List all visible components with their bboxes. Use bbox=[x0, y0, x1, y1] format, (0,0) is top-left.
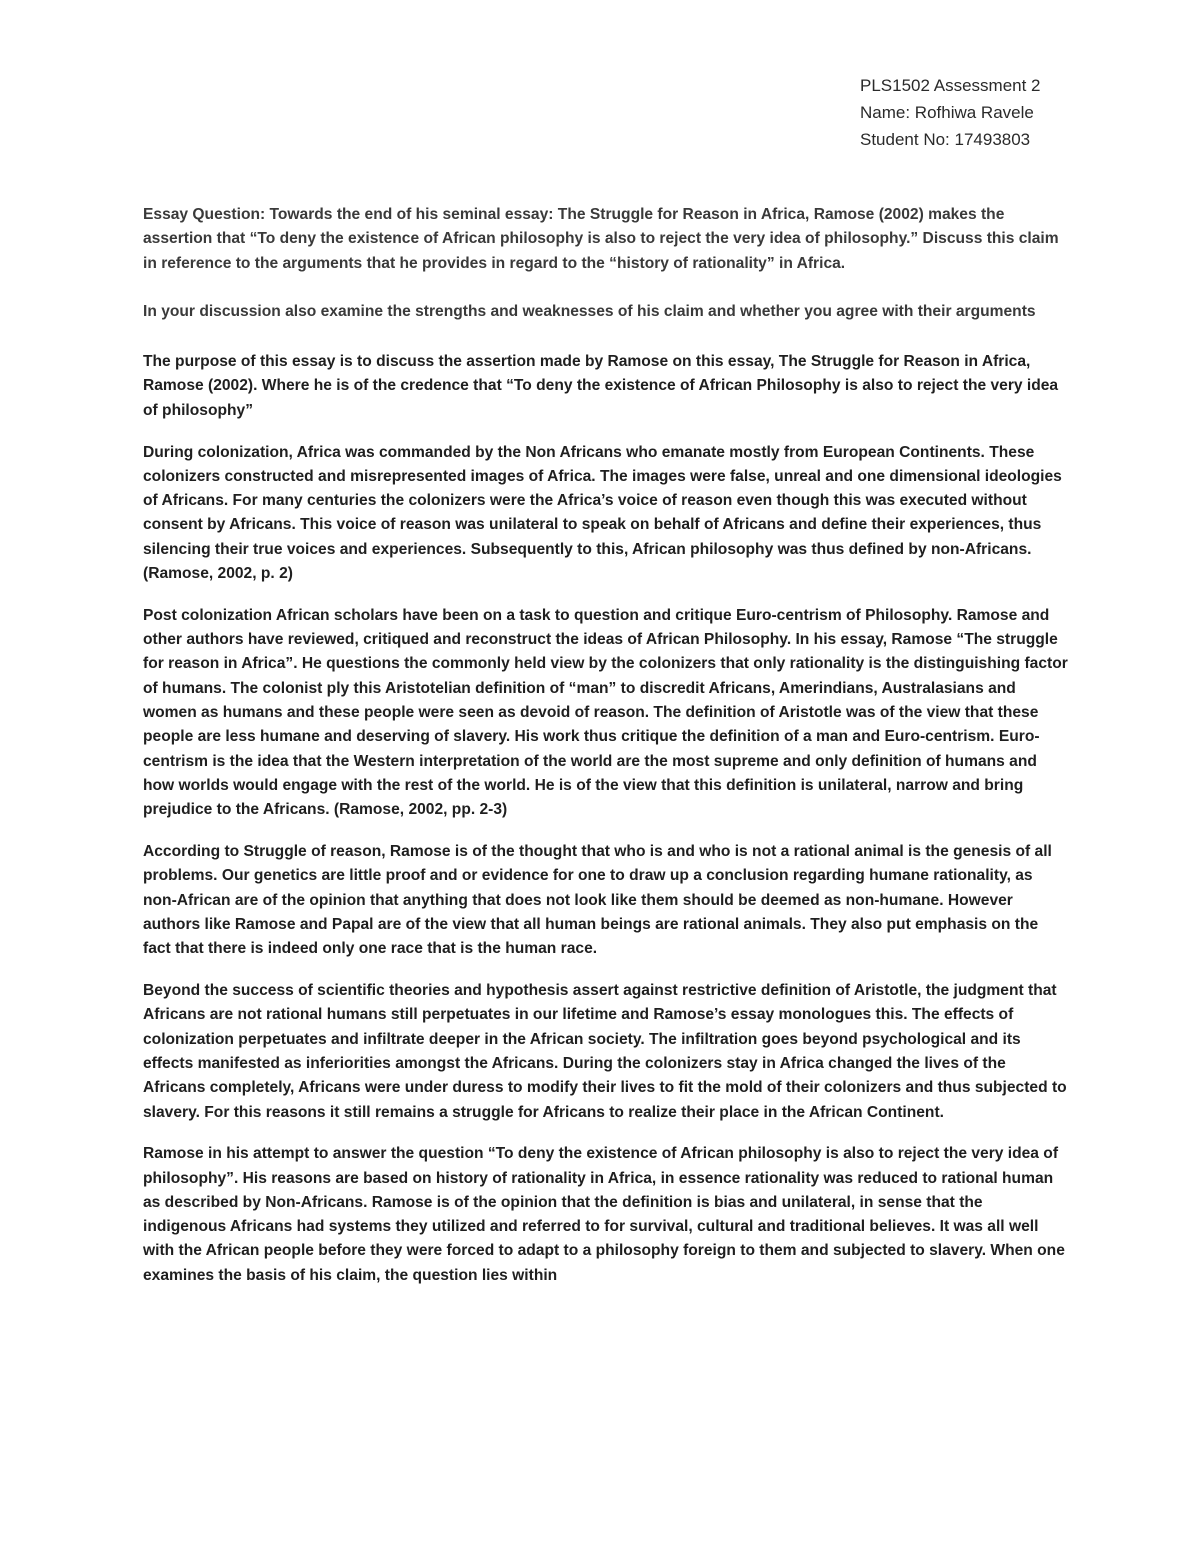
essay-instruction: In your discussion also examine the strengths and weaknesses of his claim and whether you agree with their arguments bbox=[143, 302, 1036, 320]
paragraph-struggle-of-reason: According to Struggle of reason, Ramose is of the thought that who is and who is not a rational animal is the genesis of all problems. Our genetics are little proof and or evidence for one to draw up a conclusion regarding humane rationality, as non-African are of the opinion that anything that does not look like them should be deemed as non-humane. However authors like Ramose and Papal are of the view that all human beings are rational animals. They also put emphasis on the fact that there is indeed only one race that is the human race. bbox=[143, 843, 1052, 958]
paragraph-intro: The purpose of this essay is to discuss the assertion made by Ramose on this essay, The Struggle for Reason in Africa, Ramose (2002). Where he is of the credence that “To deny the existence of African Philosophy is also to reject the very idea of philosophy” bbox=[143, 353, 1059, 419]
paragraph-beyond-success: Beyond the success of scientific theories and hypothesis assert against restrictive definition of Aristotle, the judgment that Africans are not rational humans still perpetuates in our lifetime and Ramose’s essay monologues this. The effects of colonization perpetuates and infiltrate deeper in the African society. The infiltration goes beyond psychological and its effects manifested as inferiorities amongst the Africans. During the colonizers stay in Africa changed the lives of the Africans completely, Africans were under duress to modify their lives to fit the mold of their colonizers and thus subjected to slavery. For this reasons it still remains a struggle for Africans to realize their place in the African Continent. bbox=[143, 982, 1067, 1121]
course-line: PLS1502 Assessment 2 bbox=[860, 76, 1041, 95]
essay-question: Essay Question: Towards the end of his seminal essay: The Struggle for Reason in Africa, Ramose (2002) makes the assertion that “To deny the existence of African philosophy is also to reject the very idea of philosophy.” Discuss this claim in reference to the arguments that he provides in regard to the “history of rationality” in Africa. bbox=[143, 206, 1059, 272]
document-header bbox=[860, 72, 1160, 153]
paragraph-post-colonization: Post colonization African scholars have been on a task to question and critique Euro-centrism of Philosophy. Ramose and other authors have reviewed, critiqued and reconstruct the ideas of African Philosophy. In his essay, Ramose “The struggle for reason in Africa”. He questions the commonly held view by the colonizers that only rationality is the distinguishing factor of humans. The colonist ply this Aristotelian definition of “man” to discredit Africans, Amerindians, Australasians and women as humans and these people were seen as devoid of reason. The definition of Aristotle was of the view that these people are less humane and deserving of slavery. His work thus critique the definition of a man and Euro-centrism. Euro-centrism is the idea that the Western interpretation of the world are the most supreme and only definition of humans and how worlds would engage with the rest of the world. He is of the view that this definition is unilateral, narrow and bring prejudice to the Africans. (Ramose, 2002, pp. 2-3) bbox=[143, 606, 1068, 819]
name-line: Name: Rofhiwa Ravele bbox=[860, 103, 1034, 122]
student-number-line: Student No: 17493803 bbox=[860, 130, 1031, 149]
paragraph-colonization: During colonization, Africa was commanded by the Non Africans who emanate mostly from European Continents. These colonizers constructed and misrepresented images of Africa. The images were false, unreal and one dimensional ideologies of Africans. For many centuries the colonizers were the Africa’s voice of reason even though this was executed without consent by Africans. This voice of reason was unilateral to speak on behalf of Africans and define their experiences, thus silencing their true voices and experiences. Subsequently to this, African philosophy was thus defined by non-Africans. (Ramose, 2002, p. 2) bbox=[143, 443, 1062, 583]
paragraph-ramose-attempt: Ramose in his attempt to answer the question “To deny the existence of African philosophy is also to reject the very idea of philosophy”. His reasons are based on history of rationality in Africa, in essence rationality was reduced to rational human as described by Non-Africans. Ramose is of the opinion that the definition is bias and unilateral, in sense that the indigenous Africans had systems they utilized and referred to for survival, cultural and traditional believes. It was all well with the African people before they were forced to adapt to a philosophy foreign to them and subjected to slavery. When one examines the basis of his claim, the question lies within bbox=[143, 1145, 1065, 1284]
essay-body bbox=[143, 203, 1068, 1306]
